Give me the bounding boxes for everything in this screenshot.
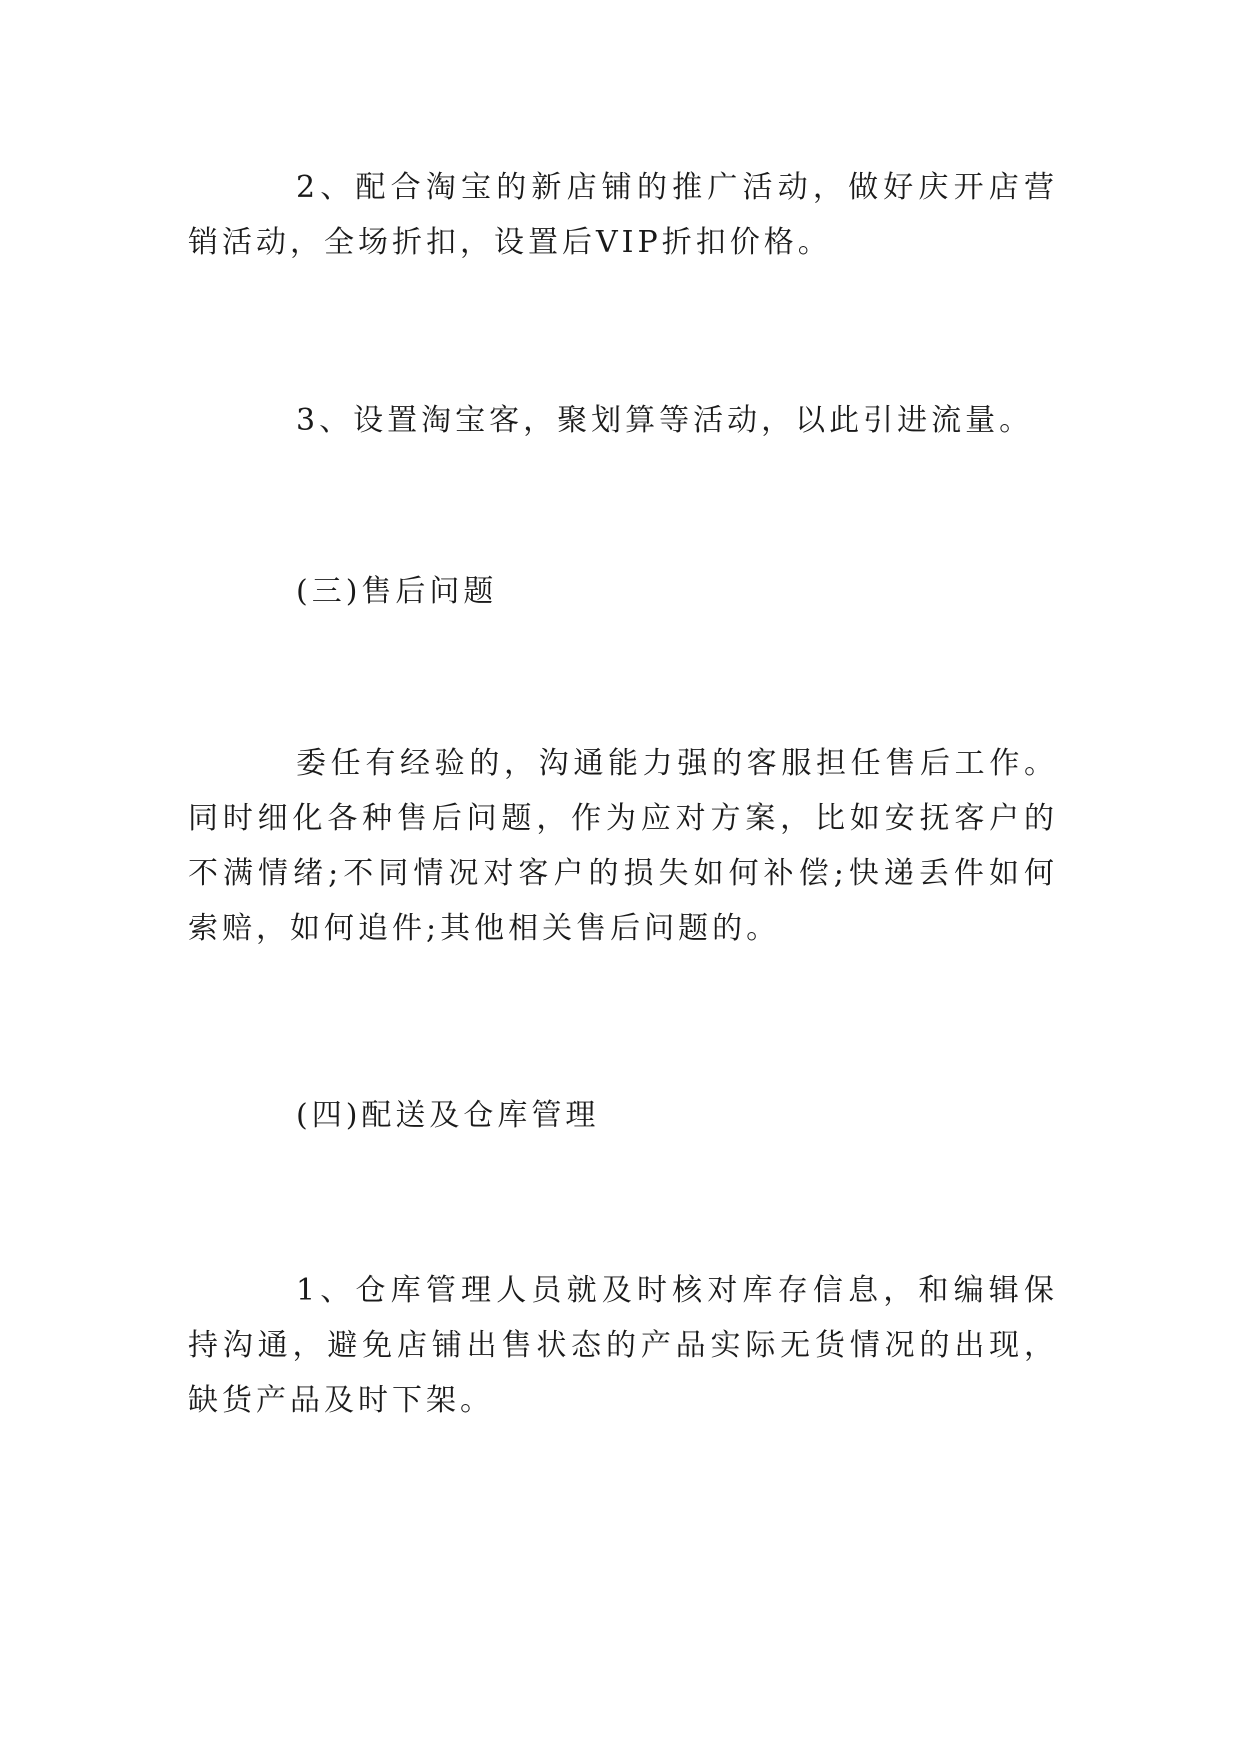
paragraph-after-sales-service: 委任有经验的，沟通能力强的客服担任售后工作。同时细化各种售后问题，作为应对方案，比如安抚客户的不满情绪;不同情况对客户的损失如何补偿;快递丢件如何索赔，如何追件;其他相关售后问题的。 bbox=[188, 746, 1058, 946]
paragraph-promotion-activity: 2、配合淘宝的新店铺的推广活动，做好庆开店营销活动，全场折扣，设置后VIP折扣价格。 bbox=[188, 170, 1058, 260]
paragraph-taobaoke-traffic: 3、设置淘宝客，聚划算等活动，以此引进流量。 bbox=[296, 403, 1034, 438]
paragraph-warehouse-management: 1、仓库管理人员就及时核对库存信息，和编辑保持沟通，避免店铺出售状态的产品实际无货情况的出现，缺货产品及时下架。 bbox=[188, 1273, 1058, 1418]
section-heading-delivery-warehouse: (四)配送及仓库管理 bbox=[296, 1098, 600, 1133]
section-heading-after-sales: (三)售后问题 bbox=[296, 574, 498, 609]
